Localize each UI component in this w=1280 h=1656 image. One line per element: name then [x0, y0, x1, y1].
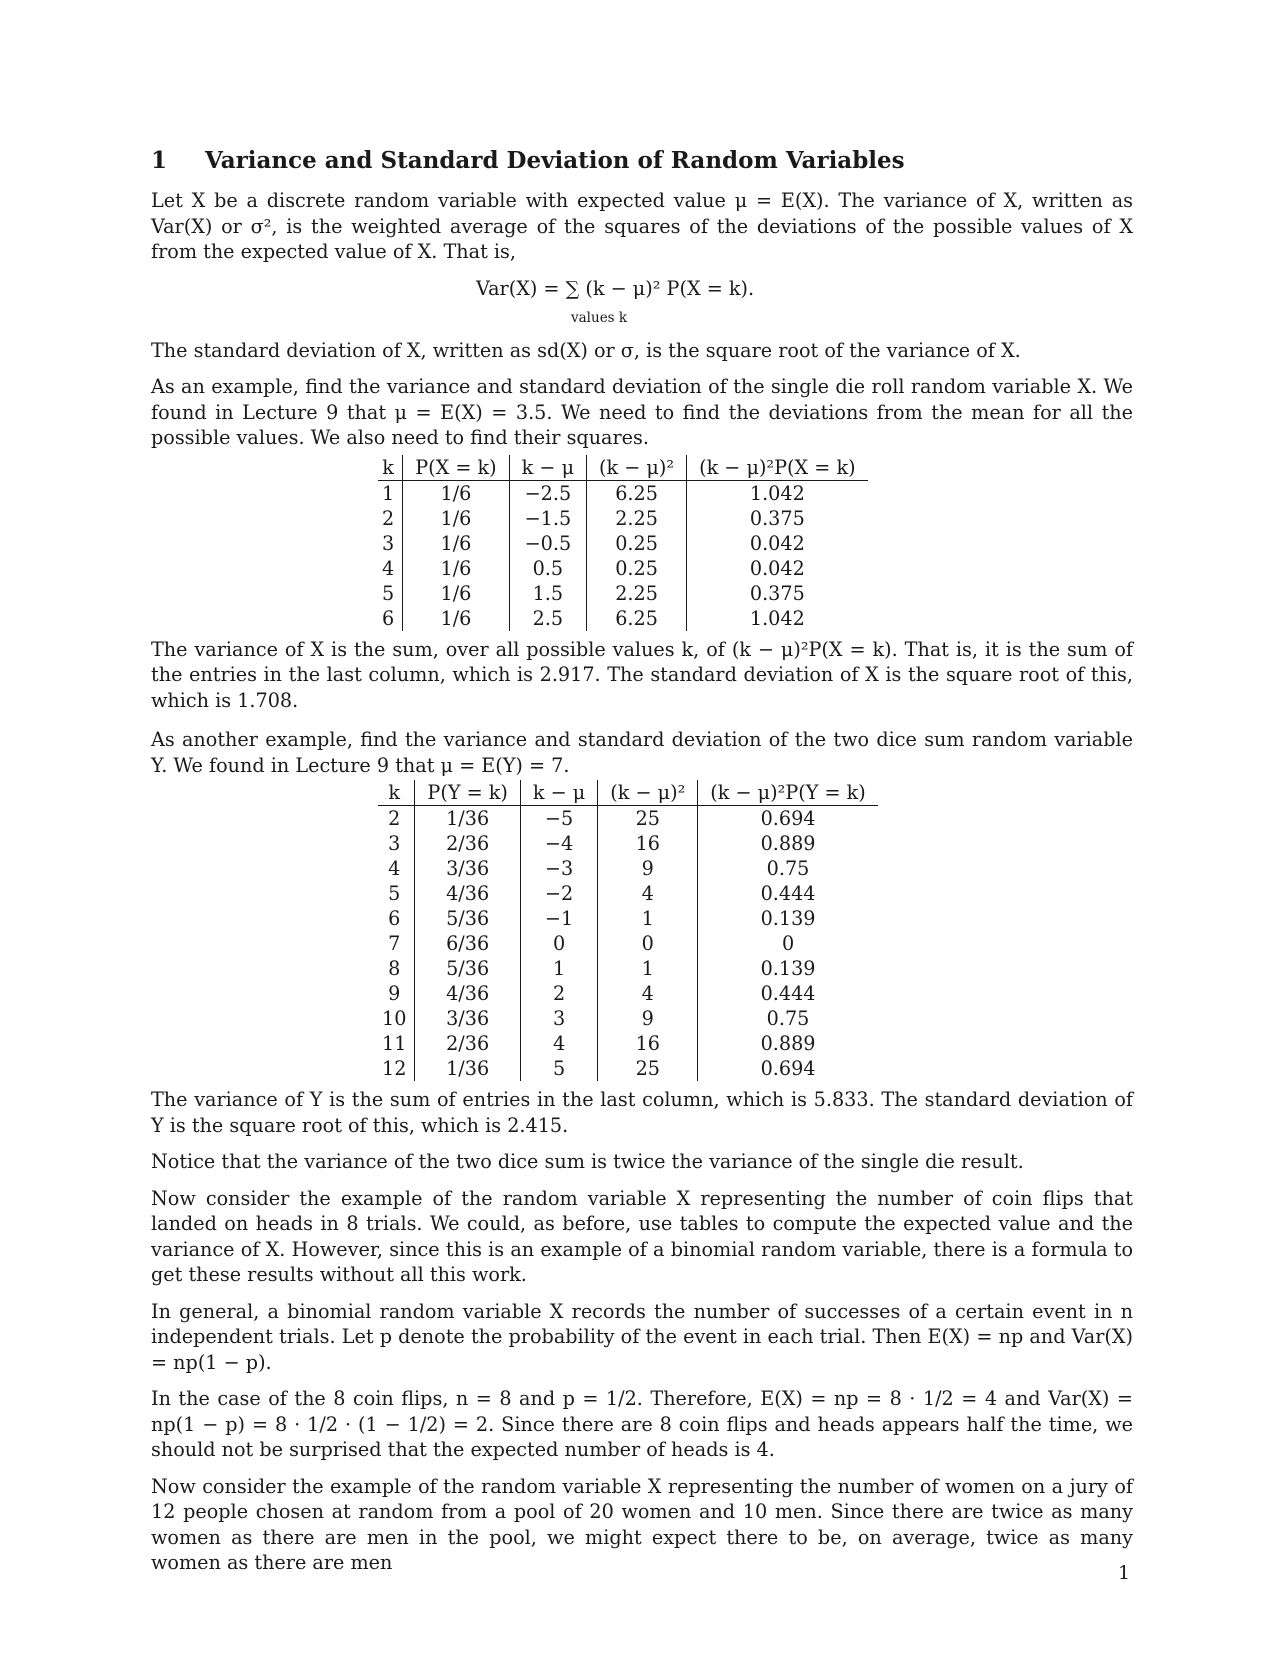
table-cell: 3: [520, 1006, 597, 1031]
table-cell: −2: [520, 881, 597, 906]
table-cell: 5: [520, 1056, 597, 1081]
table-cell: −4: [520, 831, 597, 856]
table-cell: 1/6: [403, 581, 509, 606]
table-cell: 2.5: [509, 606, 586, 631]
table-row: [378, 1056, 878, 1081]
table-cell: 9: [598, 856, 698, 881]
jury-paragraph: Now consider the example of the random variable X representing the number of women on a jury of 12 people chosen at random from a pool of 20 women and 10 men. Since there are twice as many women as there are men in the pool, we might expect there to be, on average, twice as many women as there are men: [151, 1474, 1133, 1574]
table-cell: 25: [598, 1056, 698, 1081]
table-cell: 1/36: [415, 806, 520, 832]
table-cell: −5: [520, 806, 597, 832]
table-row: [378, 581, 868, 606]
notice-paragraph: Notice that the variance of the two dice sum is twice the variance of the single die result.: [151, 1150, 1024, 1173]
header-squared: (k − μ)²: [598, 780, 698, 806]
table-cell: 6: [378, 606, 403, 631]
table-cell: 1/36: [415, 1056, 520, 1081]
table-cell: 10: [378, 1006, 415, 1031]
table-cell: 3/36: [415, 1006, 520, 1031]
table-row: [378, 881, 878, 906]
header-prob: P(Y = k): [415, 780, 520, 806]
table-row: [378, 806, 878, 832]
table-cell: 0.889: [760, 1032, 816, 1055]
formula-main: Var(X) = ∑ (k − μ)² P(X = k).: [476, 276, 755, 300]
table-cell: 0.444: [760, 982, 816, 1005]
table-cell: 0.042: [749, 556, 805, 580]
formula-subscript: values k: [571, 309, 628, 326]
table-cell: 1.042: [749, 606, 805, 630]
table-cell: −2.5: [509, 480, 586, 506]
table-cell: 8: [378, 956, 415, 981]
table-cell: −3: [520, 856, 597, 881]
table-cell: 6/36: [415, 931, 520, 956]
table-cell: 5/36: [415, 906, 520, 931]
table-cell: −0.5: [509, 531, 586, 556]
table-cell: 2/36: [415, 831, 520, 856]
example1-intro: As an example, find the variance and standard deviation of the single die roll random variable X. We found in Lecture 9 that μ = E(X) = 3.5. We need to find the deviations from the mean for all the possible values. We also need to find their squares.: [151, 375, 1133, 449]
table-cell: 3: [378, 831, 415, 856]
section-number: 1: [151, 147, 168, 174]
header-k: k: [378, 455, 403, 481]
header-deviation: k − μ: [509, 455, 586, 481]
table-cell: 2: [378, 806, 415, 832]
table-cell: 3: [378, 531, 403, 556]
table-cell: 1/6: [403, 556, 509, 581]
table-header-row: [378, 780, 878, 806]
table-cell: −1.5: [509, 506, 586, 531]
header-k: k: [378, 780, 415, 806]
table-cell: 0: [520, 931, 597, 956]
binomial-paragraph: In general, a binomial random variable X records the number of successes of a certain event in n independent trials. Let p denote the probability of the event in each trial. Then E(X) = np and Var(X) = np(1 − p).: [151, 1299, 1133, 1374]
table-row: [378, 831, 878, 856]
table-cell: 5: [378, 881, 415, 906]
table-cell: 1: [598, 956, 698, 981]
table-cell: 1: [520, 956, 597, 981]
header-deviation: k − μ: [520, 780, 597, 806]
table-row: [378, 931, 878, 956]
table-cell: 0.75: [766, 857, 810, 880]
table-cell: 0.694: [760, 1057, 816, 1080]
table-cell: 1/6: [403, 506, 509, 531]
table-cell: 1/6: [403, 606, 509, 631]
table-cell: 0: [598, 931, 698, 956]
table-cell: 5: [378, 581, 403, 606]
section-heading: [151, 146, 1133, 176]
table-cell: 4/36: [415, 881, 520, 906]
table-cell: 11: [378, 1031, 415, 1056]
table-cell: 2: [520, 981, 597, 1006]
table-cell: 6.25: [587, 480, 687, 506]
header-prob: P(X = k): [403, 455, 509, 481]
table-cell: 25: [598, 806, 698, 832]
die-roll-table: [378, 455, 868, 631]
table-cell: 2: [378, 506, 403, 531]
example2-intro: As another example, find the variance and standard deviation of the two dice sum random variable Y. We found in Lecture 9 that μ = E(Y) = 7.: [151, 728, 1133, 777]
page-number: 1: [1118, 1562, 1131, 1584]
table-cell: 0.375: [749, 506, 805, 530]
table-cell: 5/36: [415, 956, 520, 981]
table-cell: 2/36: [415, 1031, 520, 1056]
example1-conclusion: The variance of X is the sum, over all possible values k, of (k − μ)²P(X = k). That is, it is the sum of the entries in the last column, which is 2.917. The standard deviation of X is the square root of this, which is 1.708.: [151, 637, 1133, 712]
table-cell: 4: [378, 556, 403, 581]
table-cell: 0.042: [749, 531, 805, 555]
dice-sum-table-body: [378, 806, 878, 1082]
table-row: [378, 506, 868, 531]
table-cell: 4: [520, 1031, 597, 1056]
table-cell: 1/6: [403, 480, 509, 506]
table-cell: −1: [520, 906, 597, 931]
table-cell: 1: [378, 480, 403, 506]
table-cell: 4: [598, 881, 698, 906]
table-row: [378, 480, 868, 506]
coin-flip-paragraph: Now consider the example of the random variable X representing the number of coin flips that landed on heads in 8 trials. We could, as before, use tables to compute the expected value and the variance of X. However, since this is an example of a binomial random variable, there is a formula to get these results without all this work.: [151, 1186, 1133, 1286]
table-header-row: [378, 455, 868, 481]
table-cell: 4/36: [415, 981, 520, 1006]
header-squared: (k − μ)²: [587, 455, 687, 481]
table-cell: 2.25: [587, 506, 687, 531]
table-cell: 0.25: [587, 531, 687, 556]
table-cell: 6: [378, 906, 415, 931]
example2-conclusion: The variance of Y is the sum of entries in the last column, which is 5.833. The standard deviation of Y is the square root of this, which is 2.415.: [151, 1088, 1133, 1137]
table-row: [378, 906, 878, 931]
table-cell: 1.042: [749, 481, 805, 505]
table-cell: 1.5: [509, 581, 586, 606]
table-row: [378, 856, 878, 881]
table-cell: 16: [598, 1031, 698, 1056]
table-row: [378, 956, 878, 981]
intro-paragraph: Let X be a discrete random variable with expected value μ = E(X). The variance of X, written as Var(X) or σ², is the weighted average of the squares of the deviations of the possible values of X from the expected value of X. That is,: [151, 189, 1133, 263]
table-cell: 3/36: [415, 856, 520, 881]
table-cell: 4: [378, 856, 415, 881]
table-cell: 9: [598, 1006, 698, 1031]
table-cell: 0.694: [760, 807, 816, 830]
variance-formula: [151, 276, 1133, 324]
table-cell: 7: [378, 931, 415, 956]
table-cell: 1/6: [403, 531, 509, 556]
table-cell: 0.5: [509, 556, 586, 581]
table-row: [378, 531, 868, 556]
table-cell: 4: [598, 981, 698, 1006]
table-cell: 12: [378, 1056, 415, 1081]
table-cell: 2.25: [587, 581, 687, 606]
table-cell: 6.25: [587, 606, 687, 631]
table-row: [378, 606, 868, 631]
header-weighted: (k − μ)²P(X = k): [687, 455, 868, 481]
section-title: Variance and Standard Deviation of Random Variables: [205, 147, 905, 174]
coin-flip-calc-paragraph: In the case of the 8 coin flips, n = 8 and p = 1/2. Therefore, E(X) = np = 8 · 1/2 = 4 and Var(X) = np(1 − p) = 8 · 1/2 · (1 − 1/2) = 2. Since there are 8 coin flips and heads appears half the time, we should not be surprised that the expected number of heads is 4.: [151, 1387, 1133, 1461]
table-cell: 0.375: [749, 581, 805, 605]
table-cell: 0: [781, 932, 795, 955]
table-cell: 16: [598, 831, 698, 856]
table-row: [378, 1006, 878, 1031]
die-roll-table-body: [378, 480, 868, 631]
table-row: [378, 556, 868, 581]
header-weighted: (k − μ)²P(Y = k): [698, 780, 878, 806]
page-content: [151, 146, 1133, 1587]
table-cell: 0.75: [766, 1007, 810, 1030]
table-cell: 9: [378, 981, 415, 1006]
table-cell: 0.139: [760, 907, 816, 930]
table-cell: 1: [598, 906, 698, 931]
table-row: [378, 981, 878, 1006]
table-row: [378, 1031, 878, 1056]
sd-definition-paragraph: The standard deviation of X, written as sd(X) or σ, is the square root of the variance of X.: [151, 338, 1021, 362]
table-cell: 0.139: [760, 957, 816, 980]
dice-sum-table: [378, 780, 878, 1081]
table-cell: 0.444: [760, 882, 816, 905]
table-cell: 0.25: [587, 556, 687, 581]
table-cell: 0.889: [760, 832, 816, 855]
